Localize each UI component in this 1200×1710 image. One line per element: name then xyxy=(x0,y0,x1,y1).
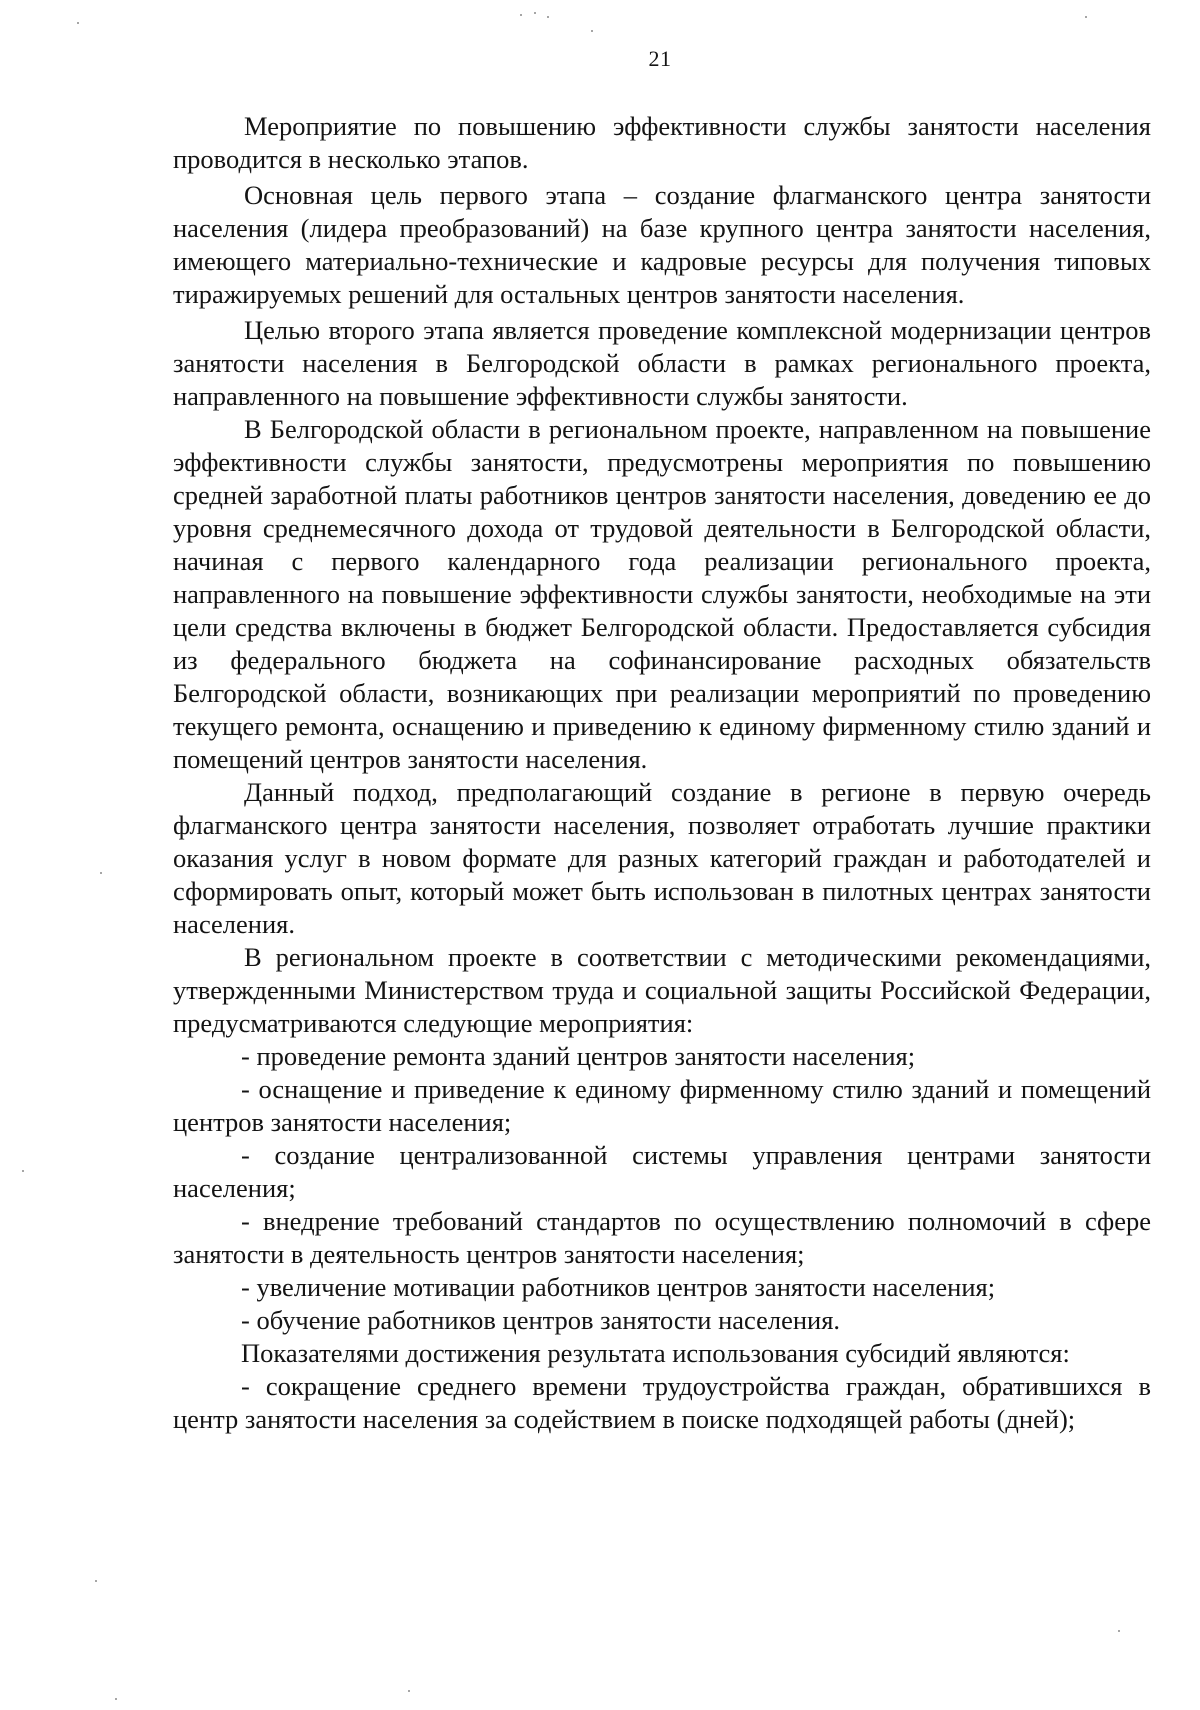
list-item: - оснащение и приведение к единому фирменному стилю зданий и помещений центров занятости населения; xyxy=(173,1074,1151,1137)
paragraph-methodical-recommendations: В региональном проекте в соответствии с методическими рекомендациями, утвержденными Министерством труда и социальной защиты Российской Федерации, предусматриваются следующие мероприятия: xyxy=(173,942,1151,1038)
list-item: - внедрение требований стандартов по осуществлению полномочий в сфере занятости в деятельность центров занятости населения; xyxy=(173,1206,1151,1269)
indicators-intro: Показателями достижения результата использования субсидий являются: xyxy=(241,1338,1070,1368)
paragraph-approach: Данный подход, предполагающий создание в регионе в первую очередь флагманского центра занятости населения, позволяет отработать лучшие практики оказания услуг в новом формате для разных категорий граждан и работодателей и сформировать опыт, который может быть использован в пилотных центрах занятости населения. xyxy=(173,777,1151,939)
measures-list xyxy=(173,1040,1151,1337)
list-item: - сокращение среднего времени трудоустройства граждан, обратившихся в центр занятости населения за содействием в поиске подходящей работы (дней); xyxy=(173,1371,1151,1434)
list-item: - увеличение мотивации работников центров занятости населения; xyxy=(241,1272,996,1302)
list-item: - проведение ремонта зданий центров занятости населения; xyxy=(241,1041,916,1071)
paragraph-stages: Мероприятие по повышению эффективности службы занятости населения проводится в несколько этапов. xyxy=(173,111,1151,174)
list-item: - обучение работников центров занятости населения. xyxy=(241,1305,841,1335)
list-item: - создание централизованной системы управления центрами занятости населения; xyxy=(173,1140,1151,1203)
paragraph-regional-project: В Белгородской области в региональном проекте, направленном на повышение эффективности службы занятости, предусмотрены мероприятия по повышению средней заработной платы работников центров занятости населения, доведению ее до уровня среднемесячного дохода от трудовой деятельности в Белгородской области, начиная с первого календарного года реализации регионального проекта, направленного на повышение эффективности службы занятости, необходимые на эти цели средства включены в бюджет Белгородской области. Предоставляется субсидия из федерального бюджета на софинансирование расходных обязательств Белгородской области, возникающих при реализации мероприятий по проведению текущего ремонта, оснащению и приведению к единому фирменному стилю зданий и помещений центров занятости населения. xyxy=(173,414,1151,774)
page-number: 21 xyxy=(648,46,672,71)
paragraph-first-stage: Основная цель первого этапа – создание флагманского центра занятости населения (лидера преобразований) на базе крупного центра занятости населения, имеющего материально-технические и кадровые ресурсы для получения типовых тиражируемых решений для остальных центров занятости населения. xyxy=(173,180,1151,309)
document-body xyxy=(173,110,1151,1436)
paragraph-second-stage: Целью второго этапа является проведение комплексной модернизации центров занятости населения в Белгородской области в рамках регионального проекта, направленного на повышение эффективности службы занятости. xyxy=(173,315,1151,411)
indicators-list xyxy=(173,1370,1151,1436)
